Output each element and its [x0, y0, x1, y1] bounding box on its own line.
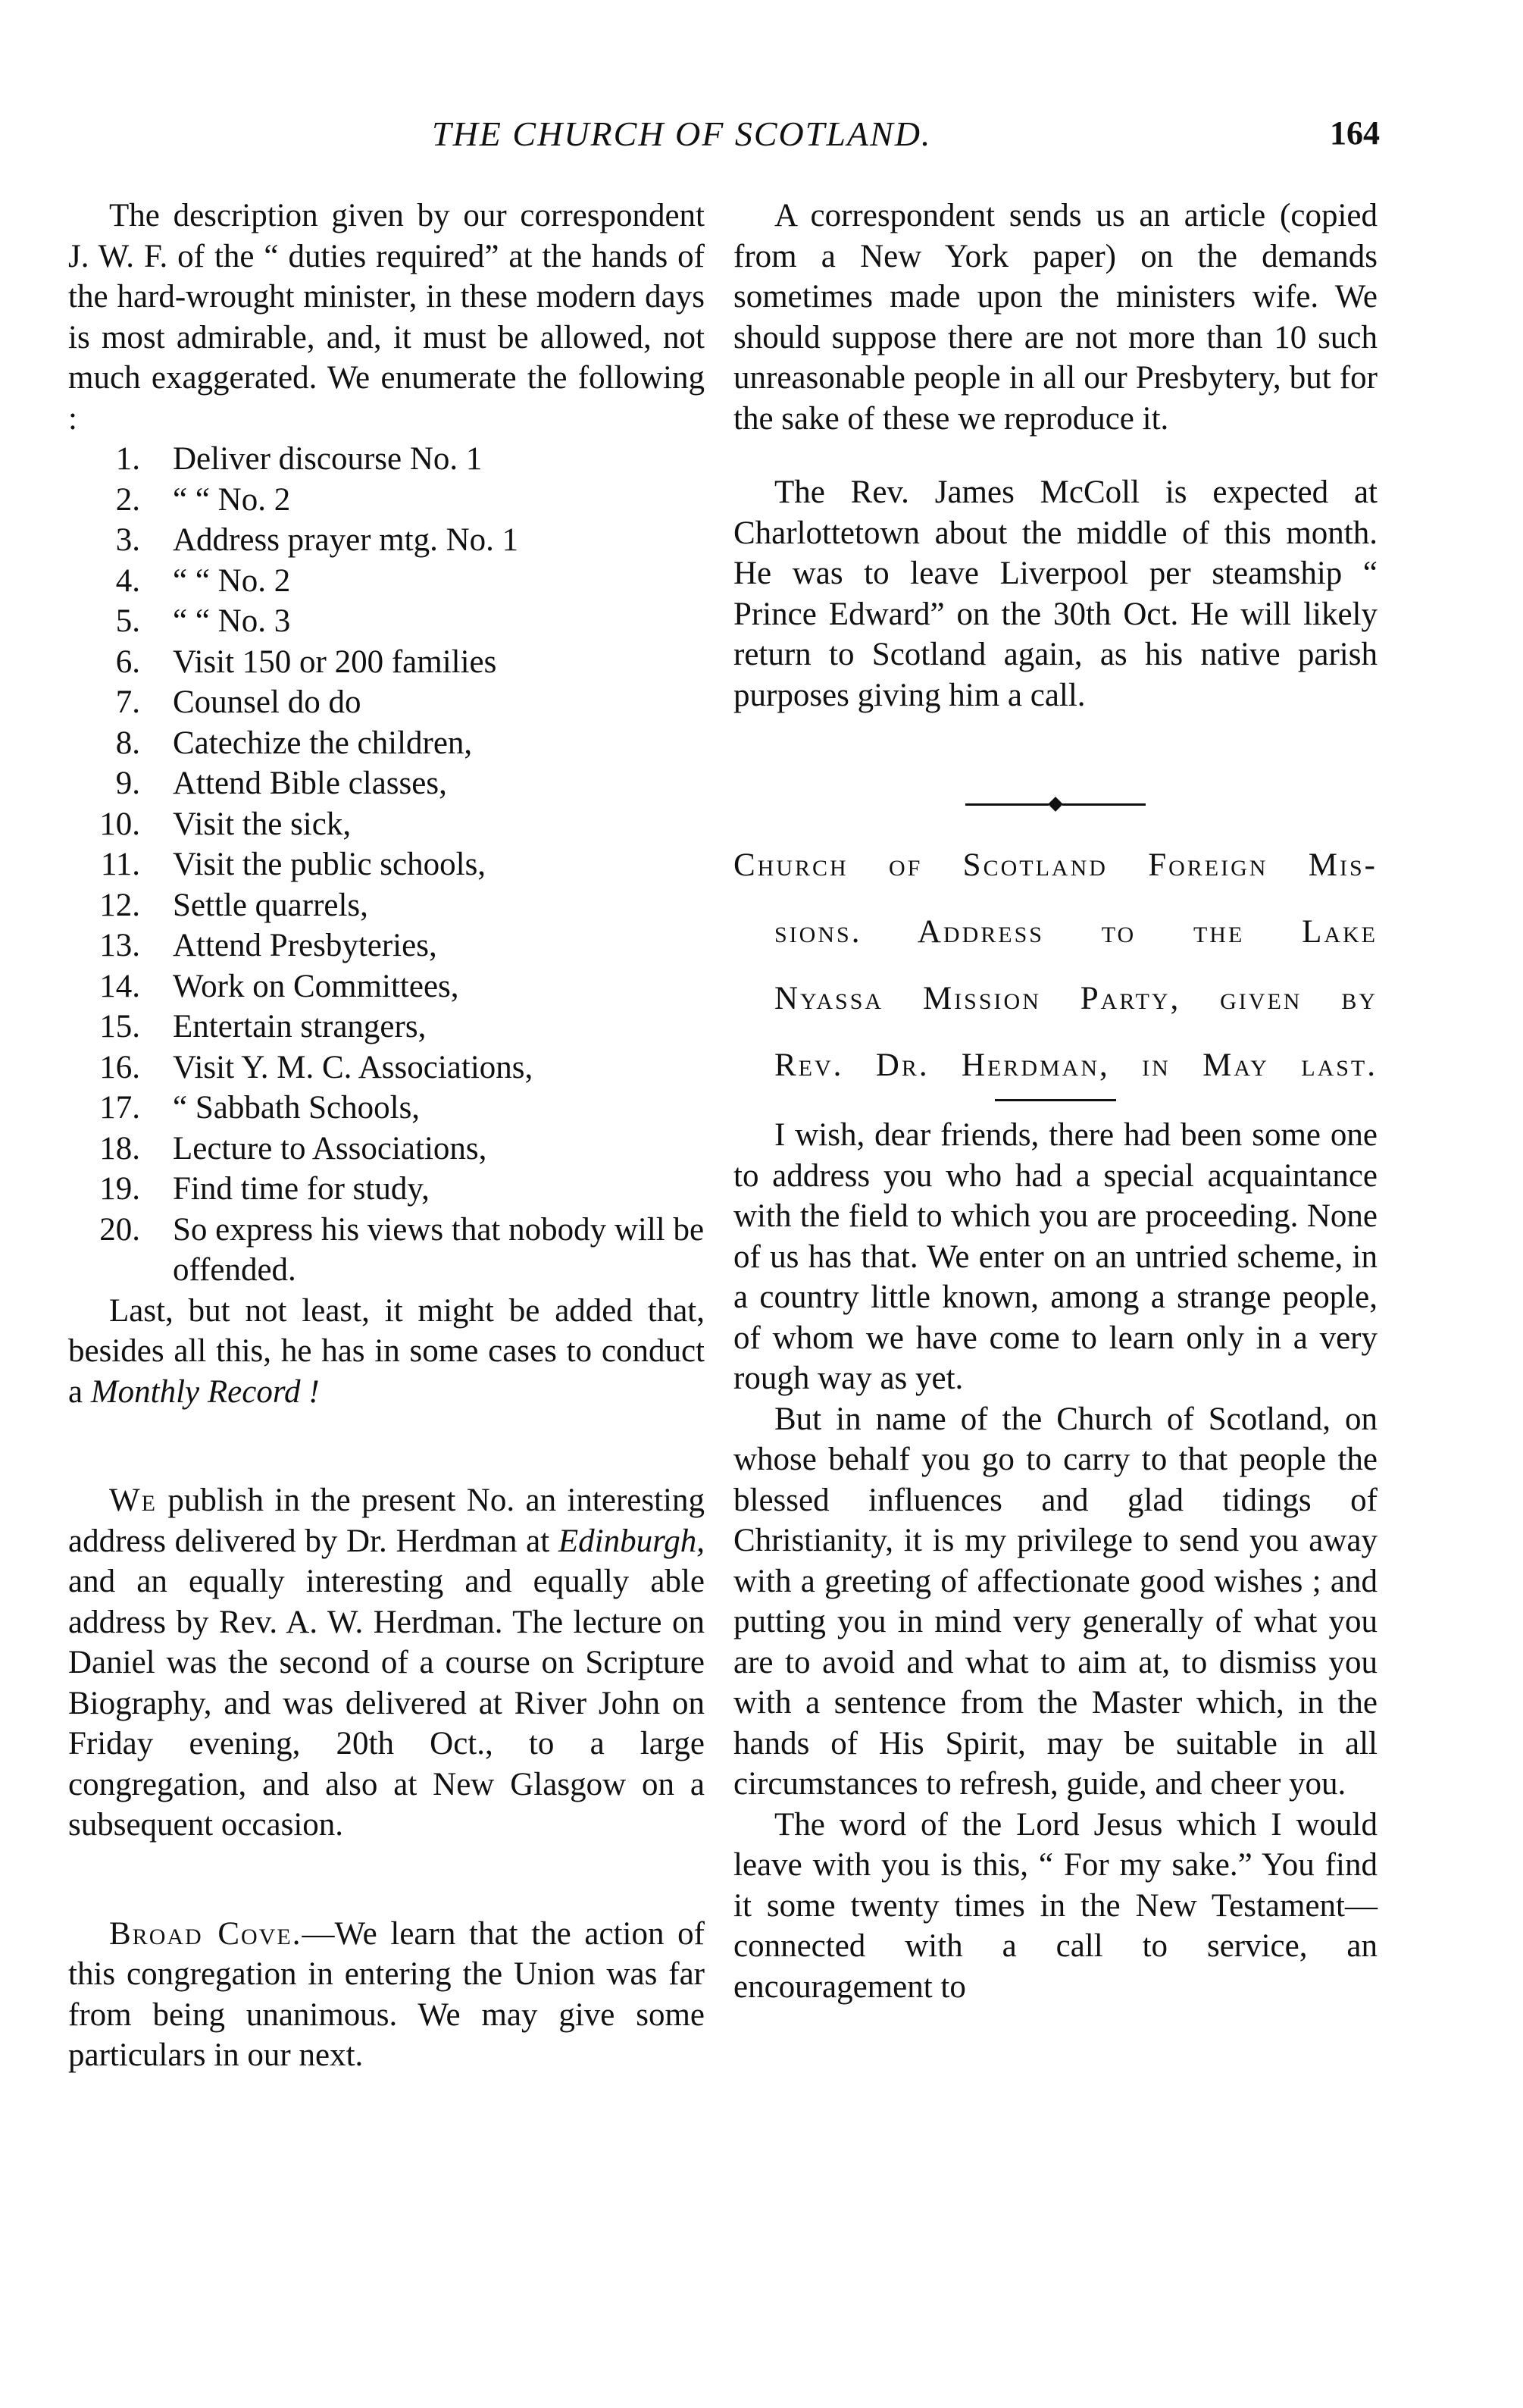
publish-text-a: publish in the present No. an interesting address delivered by Dr. Herdman at [68, 1483, 705, 1559]
duty-number: 16. [99, 1049, 140, 1085]
duty-number: 2. [115, 481, 140, 518]
duty-item [68, 1210, 705, 1291]
broad-cove-heading: Broad Cove. [109, 1915, 302, 1952]
section-spacer [68, 1412, 705, 1480]
duty-item [68, 925, 705, 966]
mission-heading-line: Rev. Dr. Herdman, in May last. [774, 1047, 1378, 1083]
section-divider [733, 799, 1378, 809]
duty-item [68, 1129, 705, 1170]
publish-paragraph [68, 1480, 705, 1846]
duty-text: Attend Presbyteries, [173, 928, 437, 963]
duty-item [68, 885, 705, 926]
duty-number: 20. [99, 1211, 140, 1248]
duty-text: Catechize the children, [173, 725, 473, 761]
duty-text: Lecture to Associations, [173, 1130, 487, 1166]
running-header [0, 114, 1523, 167]
duty-text: Visit the sick, [173, 806, 352, 842]
mission-heading [733, 832, 1378, 1099]
duty-number: 12. [99, 887, 140, 923]
duty-item [68, 520, 705, 561]
duties-list [68, 439, 705, 1291]
duty-number: 17. [99, 1090, 140, 1126]
duty-text: Counsel do do [173, 684, 361, 720]
duty-number: 6. [115, 643, 140, 680]
duty-text: Find time for study, [173, 1171, 430, 1207]
duty-number: 14. [99, 968, 140, 1004]
short-rule [995, 1099, 1116, 1101]
duty-item [68, 682, 705, 723]
duty-item [68, 763, 705, 804]
duty-number: 9. [115, 766, 140, 801]
duty-text: Attend Bible classes, [173, 766, 447, 801]
publish-text-b: and an equally interesting and equally able address by Rev. A. W. Herdman. The lecture on Daniel was the second of a course on Scripture Biography, and was delivered at River John on Friday evening, 20th Oct., to a large congregation, and also at New Glasgow on a subsequent occasion. [68, 1564, 705, 1843]
duty-number: 10. [99, 806, 140, 842]
divider-line [1062, 803, 1146, 806]
duty-number: 8. [115, 725, 140, 761]
duty-number: 11. [100, 847, 140, 882]
duty-text: So express his views that nobody will be offended. [173, 1211, 705, 1288]
closing-paragraph [68, 1291, 705, 1413]
broad-cove-text: —We learn that the action of this congregation in entering the Union was far from being unanimous. We may give some particulars in our next. [68, 1915, 705, 2073]
duty-item [68, 480, 705, 521]
duty-text: Work on Committees, [173, 968, 459, 1004]
mission-heading-line: sions. Address to the Lake [774, 914, 1378, 950]
duty-number: 19. [99, 1171, 140, 1207]
duty-text: Visit Y. M. C. Associations, [173, 1049, 533, 1085]
closing-text: Last, but not least, it might be added that, besides all this, he has in some cases to conduct a [68, 1292, 705, 1410]
section-spacer [733, 716, 1378, 784]
duty-item [68, 844, 705, 885]
correspondent-paragraph: A correspondent sends us an article (copied from a New York paper) on the demands sometimes made upon the ministers wife. We should suppose there are not more than 10 such unreasonable people in all our Presbytery, but for the sake of these we reproduce it. [733, 198, 1378, 437]
duty-text: Entertain strangers, [173, 1009, 427, 1044]
duty-text: “ “ No. 2 [173, 481, 291, 518]
duty-text: “ “ No. 3 [173, 603, 291, 639]
publish-lead: We [109, 1483, 157, 1518]
duty-number: 7. [115, 684, 140, 720]
mission-heading-line: Church of Scotland Foreign Mis- [733, 847, 1378, 883]
broad-cove-paragraph [68, 1914, 705, 2076]
mission-heading-line: Nyassa Mission Party, given by [774, 981, 1378, 1016]
monthly-record-title: Monthly Record ! [90, 1373, 320, 1410]
duty-item [68, 966, 705, 1007]
duty-item [68, 1047, 705, 1088]
left-column [68, 196, 705, 2076]
duty-item [68, 1088, 705, 1129]
duty-item [68, 1007, 705, 1047]
duty-number: 4. [115, 562, 140, 599]
right-column [733, 196, 1378, 2007]
place-name: Edinburgh, [558, 1523, 705, 1559]
duty-text: Visit the public schools, [173, 847, 486, 882]
running-head-title: THE CHURCH OF SCOTLAND. [432, 114, 932, 153]
duty-item [68, 642, 705, 683]
church-paragraph: But in name of the Church of Scotland, on whose behalf you go to carry to that people the blessed influences and glad tidings of Christianity, it is my privilege to send you away with a greeting of affectionate good wishes ; and putting you in mind very generally of what you are to avoid and what to aim at, to dismiss you with a sentence from the Master which, in the hands of His Spirit, may be suitable in all circumstances to refresh, guide, and cheer you. [733, 1401, 1378, 1802]
duty-text: “ Sabbath Schools, [173, 1090, 421, 1126]
duty-text: Address prayer mtg. No. 1 [173, 522, 519, 558]
duty-number: 1. [115, 441, 140, 477]
duty-text: Deliver discourse No. 1 [173, 441, 483, 477]
duty-text: Settle quarrels, [173, 887, 368, 923]
duty-number: 18. [99, 1130, 140, 1166]
diamond-ornament-icon [1048, 797, 1063, 812]
page-number: 164 [1330, 114, 1380, 152]
duty-text: Visit 150 or 200 families [173, 643, 497, 680]
section-spacer [733, 439, 1378, 472]
duty-item [68, 804, 705, 845]
duty-number: 5. [115, 603, 140, 639]
duty-number: 15. [99, 1009, 140, 1044]
wish-paragraph: I wish, dear friends, there had been some one to address you who had a special acquaintance with the field to which you are proceeding. None of us has that. We enter on an untried scheme, in a country little known, among a strange people, of whom we have come to learn only in a very rough way as yet. [733, 1117, 1378, 1396]
duties-intro-paragraph: The description given by our correspondent J. W. F. of the “ duties required” at the hands of the hard-wrought minister, in these modern days is most admirable, and, it must be allowed, not much exaggerated. We enumerate the following : [68, 198, 705, 437]
section-spacer [68, 1846, 705, 1914]
duty-item [68, 723, 705, 764]
divider-line [965, 803, 1049, 806]
duty-text: “ “ No. 2 [173, 562, 291, 599]
mccoll-paragraph: The Rev. James McColl is expected at Charlottetown about the middle of this month. He was to leave Liverpool per steamship “ Prince Edward” on the 30th Oct. He will likely return to Scotland again, as his native parish purposes giving him a call. [733, 474, 1378, 713]
duty-item [68, 561, 705, 602]
duty-number: 3. [115, 522, 140, 558]
duty-item [68, 439, 705, 480]
word-paragraph: The word of the Lord Jesus which I would leave with you is this, “ For my sake.” You find it some twenty times in the New Testament—connected with a call to service, an encouragement to [733, 1806, 1378, 2005]
duty-item [68, 601, 705, 642]
duty-item [68, 1169, 705, 1210]
duty-number: 13. [99, 928, 140, 963]
